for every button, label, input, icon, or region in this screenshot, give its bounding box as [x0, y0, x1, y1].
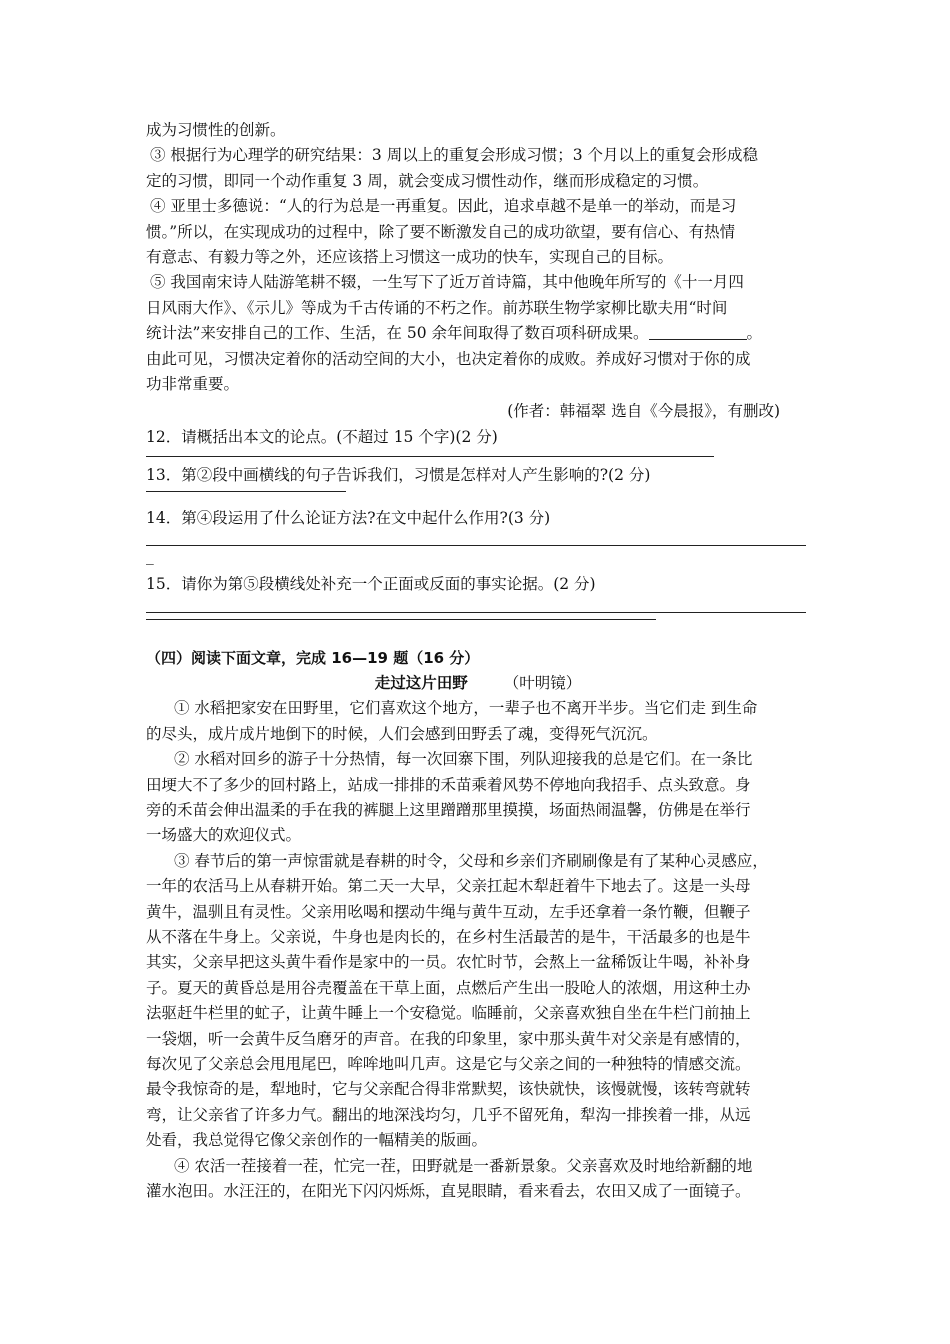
essay-line: 定的习惯，即同一个动作重复 3 周，就会变成习惯性动作，继而形成稳定的习惯。 — [146, 171, 709, 190]
essay-line: 功非常重要。 — [146, 375, 240, 394]
article-title: 走过这片田野 — [374, 673, 468, 692]
article-line: 灌水泡田。水汪汪的，在阳光下闪闪烁烁，直晃眼睛，看来看去，农田又成了一面镜子。 — [146, 1182, 751, 1201]
article-line: ④ 农活一茬接着一茬，忙完一茬，田野就是一番新景象。父亲喜欢及时地给新翻的地 — [174, 1156, 753, 1175]
essay-line: 由此可见，习惯决定着你的活动空间的大小，也决定着你的成败。养成好习惯对于你的成 — [146, 349, 751, 368]
article-body — [146, 696, 810, 1204]
article-line: ③ 春节后的第一声惊雷就是春耕的时令，父母和乡亲们齐刷刷像是有了某种心灵感应， — [174, 851, 768, 870]
article-line: 弯，让父亲省了许多力气。翻出的地深浅均匀，几乎不留死角，犁沟一排挨着一排，从远 — [146, 1105, 751, 1124]
article-line: ② 水稻对回乡的游子十分热情，每一次回寨下围，列队迎接我的总是它们。在一条比 — [174, 750, 753, 769]
answer-line-14-tail: _ — [146, 547, 154, 566]
article-line: 的尽头，成片成片地倒下的时候，人们会感到田野丢了魂，变得死气沉沉。 — [146, 724, 658, 743]
question-13: 13．第②段中画横线的句子告诉我们，习惯是怎样对人产生影响的?(2 分) — [146, 466, 651, 485]
article-line: ① 水稻把家安在田野里，它们喜欢这个地方，一辈子也不离开半步。当它们走 到生命 — [174, 699, 758, 718]
article-line: 黄牛，温驯且有灵性。父亲用吆喝和摆动牛绳与黄牛互动，左手还拿着一条竹鞭，但鞭子 — [146, 902, 751, 921]
essay-line: 成为习惯性的创新。 — [146, 121, 286, 139]
article-line: 最令我惊奇的是，犁地时，它与父亲配合得非常默契，该快就快，该慢就慢，该转弯就转 — [146, 1080, 751, 1099]
essay-line: ⑤ 我国南宋诗人陆游笔耕不辍，一生写下了近万首诗篇，其中他晚年所写的《十一月四 — [150, 273, 744, 292]
essay-line: 统计法”来安排自己的工作、生活，在 50 余年间取得了数百项科研成果。 — [146, 324, 649, 343]
essay-line: 惯。”所以，在实现成功的过程中，除了要不断激发自己的成功欲望，要有信心、有热情 — [146, 222, 736, 241]
question-12: 12．请概括出本文的论点。(不超过 15 个字)(2 分) — [146, 427, 498, 446]
article-line: 从不落在牛身上。父亲说，牛身也是肉长的，在乡村生活最苦的是牛，干活最多的也是牛 — [146, 927, 751, 946]
article-line: 田埂大不了多少的回村路上，站成一排排的禾苗乘着风势不停地向我招手、点头致意。身 — [146, 775, 751, 794]
document-page — [146, 118, 810, 1204]
author-credit: (作者：韩福翠 选自《今晨报》，有删改) — [507, 402, 780, 421]
article-byline: （叶明镜） — [503, 673, 582, 692]
sentence-end-mark: 。 — [746, 324, 763, 343]
essay-line-with-blank — [146, 321, 810, 346]
section-heading: （四）阅读下面文章，完成 16—19 题（16 分） — [146, 648, 480, 667]
article-line: 一场盛大的欢迎仪式。 — [146, 826, 302, 845]
essay-line: 日风雨大作》、《示儿》等成为千古传诵的不朽之作。前苏联生物学家柳比歇夫用“时间 — [146, 298, 728, 317]
article-line: 一年的农活马上从春耕开始。第二天一大早，父亲扛起木犁赶着牛下地去了。这是一头母 — [146, 877, 751, 896]
article-line: 处看，我总觉得它像父亲创作的一幅精美的版画。 — [146, 1131, 488, 1150]
answer-blank[interactable] — [649, 323, 747, 340]
article-line: 每次见了父亲总会甩甩尾巴，哞哞地叫几声。这是它与父亲之间的一种独特的情感交流。 — [146, 1055, 751, 1073]
article-line: 法驱赶牛栏里的虻子，让黄牛睡上一个安稳觉。临睡前，父亲喜欢独自坐在牛栏门前抽上 — [146, 1004, 751, 1023]
question-15: 15．请你为第⑤段横线处补充一个正面或反面的事实论据。(2 分) — [146, 575, 596, 594]
essay-line: ④ 亚里士多德说：“人的行为总是一再重复。因此，追求卓越不是单一的举动，而是习 — [150, 197, 737, 216]
question-14: 14．第④段运用了什么论证方法?在文中起什么作用?(3 分) — [146, 508, 551, 527]
article-title-row — [146, 671, 810, 696]
article-line: 子。夏天的黄昏总是用谷壳覆盖在干草上面，点燃后产生出一股呛人的浓烟，用这种土办 — [146, 978, 751, 997]
article-line: 其实，父亲早把这头黄牛看作是家中的一员。农忙时节，会熬上一盆稀饭让牛喝，补补身 — [146, 953, 751, 972]
essay-continuation — [146, 118, 810, 425]
article-line: 一袋烟，听一会黄牛反刍磨牙的声音。在我的印象里，家中那头黄牛对父亲是有感情的， — [146, 1029, 751, 1048]
article-line: 旁的禾苗会伸出温柔的手在我的裤腿上这里蹭蹭那里摸摸，场面热闹温馨，仿佛是在举行 — [146, 800, 751, 819]
essay-line: ③ 根据行为心理学的研究结果：3 周以上的重复会形成习惯；3 个月以上的重复会形成稳 — [150, 146, 759, 165]
essay-line: 有意志、有毅力等之外，还应该搭上习惯这一成功的快车，实现自己的目标。 — [146, 248, 674, 267]
